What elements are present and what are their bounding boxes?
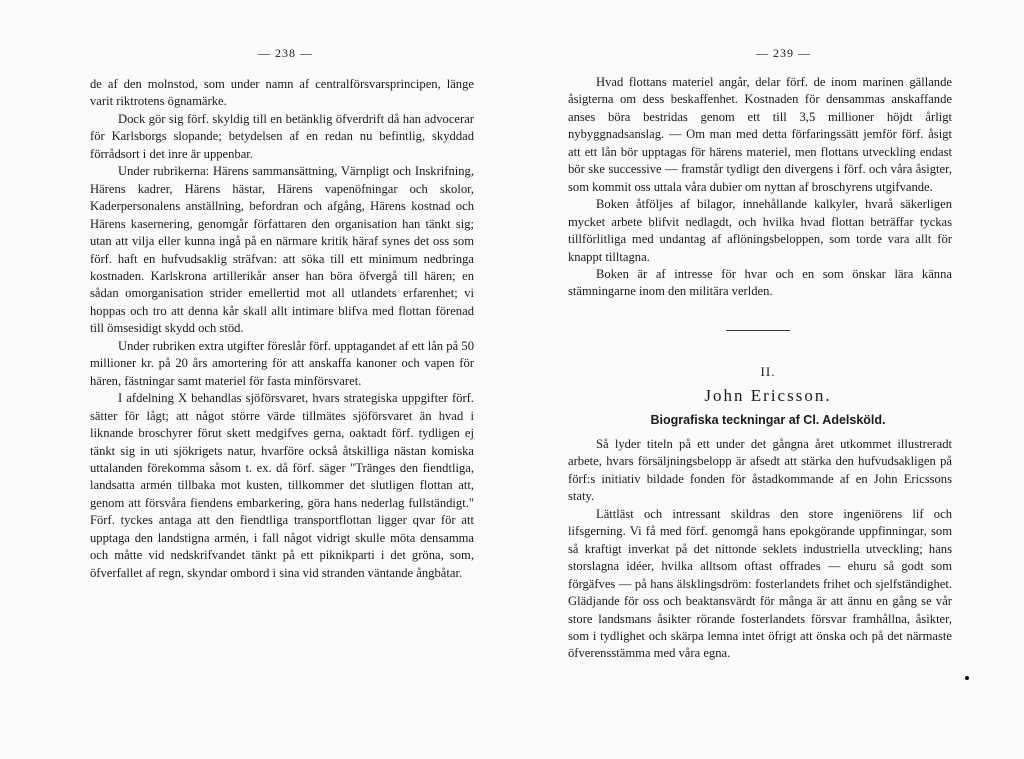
paragraph: Hvad flottans materiel angår, delar förf. de inom marinen gällande åsigterna om dess beskaffenhet. Kostnaden för densammas anskaffande anses böra bestridas genom ett till 3,5 millioner höjdt årligt nybyggnadsanslag. — Om man med detta förfaringssätt jemför förf. åsigt att ett lån bör upptagas för härens materiel, men flottans utveckling endast bör ske successive — framstår tydligt den divergens i förf. och våra åsigter, som kommit oss uttala våra dubier om nyttan af broschyrens utgifvande. [568,75,952,194]
paragraph: Under rubriken extra utgifter föreslår förf. upptagandet af ett lån på 50 millioner kr. på 20 års amortering för att anskaffa kanoner och vapen för hären, fästningar samt materiel för fasta minförsvaret. [90,338,474,388]
page-body [568,74,952,301]
section-divider [726,330,790,331]
article-body [568,436,952,663]
paragraph: Så lyder titeln på ett under det gångna året utkommet illustreradt arbete, hvars försäljningsbelopp är afsedt att stärka den hufvudsakligen på förf:s initiativ bildade fonden för åstadkommande af en John Ericssons staty. [568,437,952,504]
section-number: II. [760,364,776,379]
paragraph: de af den molnstod, som under namn af centralförsvarsprincipen, länge varit riktrotens ögnamärke. [90,77,474,109]
page-number: — 239 — [756,46,811,60]
paragraph: Dock gör sig förf. skyldig till en betänklig öfverdrift då han advocerar för Karlsborgs slopande; betydelsen af en redan nu befintlig, skyddad förrådsort i det inre är uppenbar. [90,111,474,161]
paragraph: I afdelning X behandlas sjöförsvaret, hvars strategiska uppgifter förf. sätter för lågt; att något större värde tillmätes sjöförsvaret än hvad i liknande broschyrer förut skett medgifves gerna, oaktadt förf. tydligen ej tänkt sig in uti sjökrigets natur, hvarföre också åtskilliga nästan komiska uttalanden förekomma såsom t. ex. då förf. säger "Tränges den fiendtliga, landsatta armén tillbaka mot kusten, tillkommer det slutligen flottan att, genom att försvåra fiendens embarkering, göra hans nederlag fullständigt." Förf. tyckes antaga att den fiendtliga transportflottan ligger qvar för att upptaga den landstigna armén, i fall något vidrigt skulle möta densamma och måtte vid nedskrifvandet tänkt på ett piknikparti i det gröna, som, öfverfallet af regn, skyndar ombord i sina vid stranden väntande ångbåtar. [90,391,474,580]
right-page [512,0,1024,759]
paragraph: Boken är af intresse för hvar och en som önskar lära känna stämningarne inom den militära verlden. [568,266,952,299]
paragraph: Under rubrikerna: Härens sammansättning, Värnpligt och Inskrifning, Härens kadrer, Härens hästar, Härens vapenöfningar och skolor, Kaderpersonalens anställning, befordran och afgång, Härens kostnad och Härens kasernering, genomgår författaren den organisation han tänkt sig; utan att vilja eller kunna ingå på en närmare kritik häraf synes det oss som förf. haft en hufvudsaklig sträfvan: att söka till ett minimum nedbringa kostnaden. Karlskrona artillerikår anser han böra öfvergå till hären; en sådan omorganisation strider emellertid mot all utlandets erfarenhet; vi hoppas och tro att denna kår skall allt intimare blifva med flottan förenad till ömsesidigt skydd och stöd. [90,164,474,336]
article-subtitle: Biografiska teckningar af Cl. Adelsköld. [650,413,886,427]
paragraph: Lättläst och intressant skildras den store ingeniörens lif och lifsgerning. Vi få med förf. genomgå hans epokgörande uppfinningar, som så kraftigt inverkat på det nittonde seklets industriella utveckling; hans storslagna idéer, hvilka alltsom oftast offrades — ehuru så godt som förgäfves — på hans älsklingsdröm: fosterlandets frihet och sjelfständighet. Glädjande för oss och beaktansvärdt för många är att ännu en gång se vår store landsmans åsikter rörande fosterlandets försvar framhållna, åsikter, som i tydlighet och skärpa lemna intet öfrigt att önska och på det närmaste öfverensstämma med våra egna. [568,506,952,661]
page-body [90,76,474,582]
page-number: — 238 — [258,46,313,60]
article-title: John Ericsson. [704,386,832,405]
paragraph: Boken åtföljes af bilagor, innehållande kalkyler, hvarå säkerligen mycket arbete blifvit nedlagdt, och hvilka hvad flottan beträffar tyckas tillförlitliga med undantag af aflöningsbeloppen, som torde vara allt för knappt tilltagna. [568,197,952,264]
ink-speck [965,676,969,680]
